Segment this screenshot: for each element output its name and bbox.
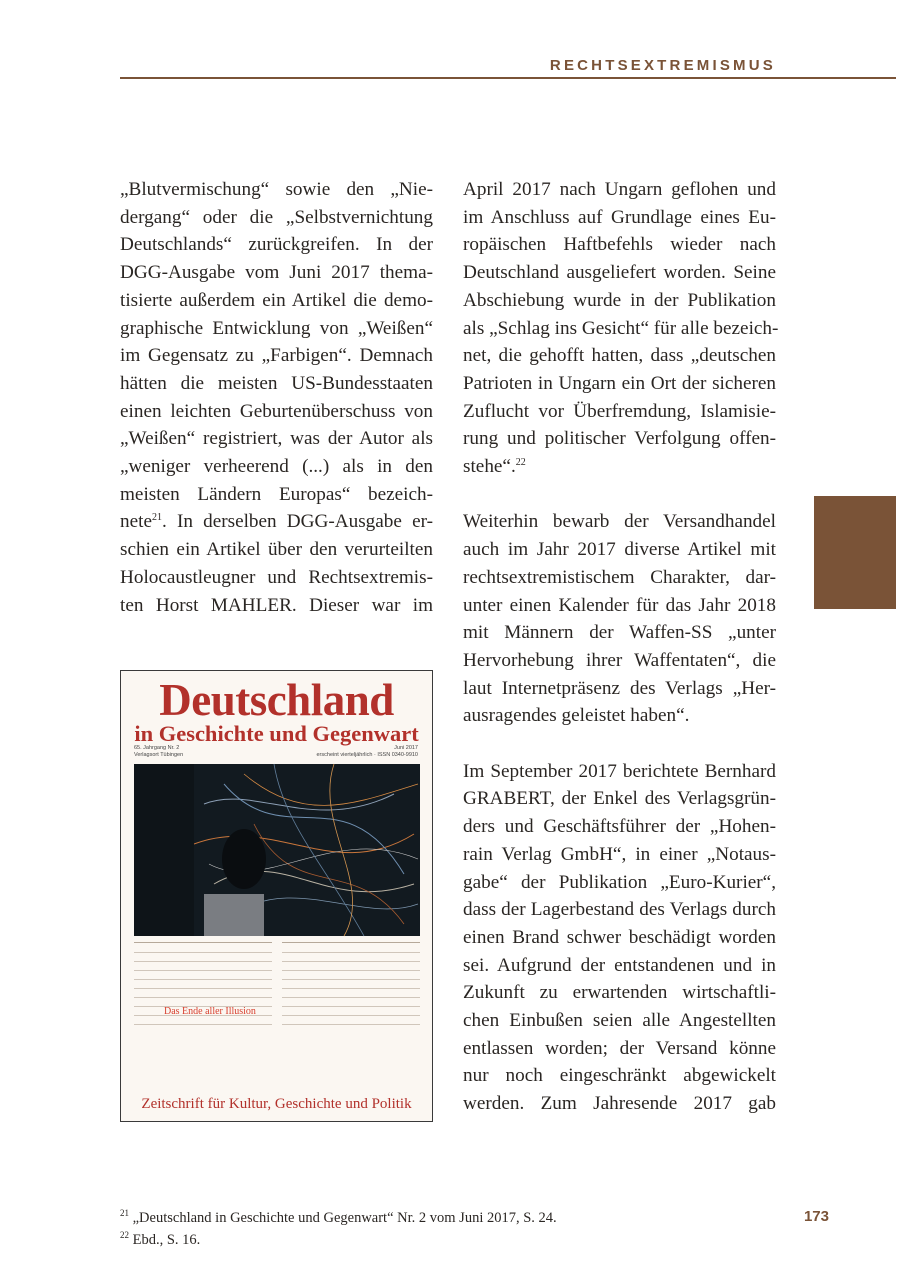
text-line: Deutschlands“ zurückgreifen. In der	[120, 234, 433, 256]
toc-line	[134, 997, 272, 1003]
footnotes	[120, 1207, 557, 1251]
right-column	[463, 176, 779, 1118]
text-line: Zukunft zu erwartenden wirtschaftli-	[463, 982, 776, 1004]
text-line: entlassen worden; der Versand könne	[463, 1037, 776, 1059]
text-line: ausragendes geleistet haben“.	[463, 705, 690, 727]
text-line: laut Internetpräsenz des Verlags „Her-	[463, 677, 776, 699]
toc-line	[282, 1024, 420, 1030]
text-line: sei. Aufgrund der entstandenen und in	[463, 954, 776, 976]
toc-line	[134, 1006, 272, 1012]
cover-meta-left	[134, 745, 183, 759]
text-line: im Gegensatz zu „Farbigen“. Demnach	[120, 345, 433, 367]
cover-meta-line: Juni 2017	[394, 745, 418, 751]
text-fragment: stehe“.	[463, 456, 516, 478]
header-rule	[120, 77, 896, 79]
text-fragment: . In derselben DGG-Ausgabe er-	[161, 511, 433, 533]
text-line: graphische Entwicklung von „Weißen“	[120, 317, 433, 339]
text-line: April 2017 nach Ungarn geflohen und	[463, 179, 776, 200]
text-line: nur noch eingeschränkt abgewickelt	[463, 1065, 776, 1087]
paragraph-gap	[463, 730, 776, 758]
cover-photo	[134, 764, 420, 1017]
cover-meta-right	[317, 745, 419, 759]
text-line: hätten die meisten US-Bundesstaaten	[120, 372, 433, 394]
text-line: dergang“ oder die „Selbstvernichtung	[120, 206, 433, 228]
toc-line	[282, 997, 420, 1003]
text-line: Weiterhin bewarb der Versandhandel	[463, 511, 776, 533]
footnote-ref-21[interactable]: 21	[151, 512, 162, 524]
text-line: Abschiebung wurde in der Publikation	[463, 289, 776, 311]
text-line: werden. Zum Jahresende 2017 gab	[463, 1093, 776, 1115]
text-line: ten Horst MAHLER. Dieser war im	[120, 594, 433, 616]
text-line: „Weißen“ registriert, was der Autor als	[120, 428, 433, 450]
toc-line	[134, 1015, 272, 1021]
text-line: auch im Jahr 2017 diverse Artikel mit	[463, 539, 776, 561]
cover-meta-line: 65. Jahrgang Nr. 2	[134, 745, 180, 751]
text-line: einen leichten Geburtenüberschuss von	[120, 400, 433, 422]
toc-line	[282, 961, 420, 967]
text-line: rain Verlag GmbH“, in einer „Notaus-	[463, 843, 776, 865]
text-line: rung und politischer Verfolgung offen-	[463, 428, 776, 450]
text-line-with-footnote	[463, 453, 776, 481]
text-line: ropäischen Haftbefehls wieder nach	[463, 234, 776, 256]
toc-line	[134, 961, 272, 967]
text-line: tisierte außerdem ein Artikel die demo-	[120, 289, 433, 311]
toc-line	[134, 942, 272, 949]
footnote-number: 22	[120, 1230, 129, 1240]
text-line: rechtsextremistischem Charakter, dar-	[463, 566, 776, 588]
text-line: DGG-Ausgabe vom Juni 2017 thema-	[120, 262, 433, 284]
toc-line	[282, 970, 420, 976]
page-number: 173	[803, 1208, 829, 1225]
text-line: „weniger verheerend (...) als in den	[120, 456, 433, 478]
text-line: Holocaustleugner und Rechtsextremis-	[120, 566, 433, 588]
cover-meta-line: Verlagsort Tübingen	[134, 752, 184, 758]
text-line: Hervorhebung ihrer Waffentaten“, die	[463, 649, 776, 671]
text-line: als „Schlag ins Gesicht“ für alle bezeich-	[463, 317, 779, 339]
toc-line	[282, 942, 420, 949]
toc-line	[282, 979, 420, 985]
toc-line	[282, 1015, 420, 1021]
text-line: einen Brand schwer beschädigt worden	[463, 926, 776, 948]
cover-title: Deutschland	[159, 675, 394, 725]
text-line: „Blutvermischung“ sowie den „Nie-	[120, 179, 433, 200]
magazine-cover-image	[120, 670, 433, 1122]
toc-line	[134, 1024, 272, 1030]
toc-line	[134, 979, 272, 985]
toc-line	[134, 970, 272, 976]
paragraph-gap	[463, 481, 776, 509]
text-line: ders und Geschäftsführer der „Hohen-	[463, 816, 776, 838]
text-line: Im September 2017 berichtete Bernhard	[463, 760, 776, 782]
text-line-with-footnote	[120, 508, 433, 536]
cover-subtitle: in Geschichte und Gegenwart	[134, 721, 419, 746]
toc-line	[282, 1006, 420, 1012]
text-line: Patrioten in Ungarn ein Ort der sicheren	[463, 372, 776, 394]
toc-column-right	[282, 941, 420, 1033]
text-line: Zuflucht vor Überfremdung, Islamisie-	[463, 400, 776, 422]
toc-line	[282, 952, 420, 958]
chapter-side-tab	[814, 496, 896, 609]
cover-footer-tagline: Zeitschrift für Kultur, Geschichte und Politik	[141, 1096, 412, 1112]
footnote-22	[120, 1229, 557, 1251]
text-line: mit Männern der Waffen-SS „unter	[463, 622, 776, 644]
text-line: im Anschluss auf Grundlage eines Eu-	[463, 206, 776, 228]
toc-line	[282, 988, 420, 994]
cover-photo-caption: Das Ende aller Illusion	[164, 1006, 256, 1017]
toc-column-left	[134, 941, 272, 1033]
text-fragment: nete	[120, 511, 152, 533]
text-line: Deutschland ausgeliefert worden. Seine	[463, 262, 776, 284]
footnote-ref-22[interactable]: 22	[515, 457, 526, 469]
text-line: net, die gehofft hatten, dass „deutschen	[463, 345, 776, 367]
cover-photo-illustration	[134, 764, 420, 936]
footnote-text: „Deutschland in Geschichte und Gegenwart“ Nr. 2 vom Juni 2017, S. 24.	[132, 1210, 557, 1226]
text-line: unter einen Kalender für das Jahr 2018	[463, 594, 776, 616]
text-line: gabe“ der Publikation „Euro-Kurier“,	[463, 871, 776, 893]
section-title: RECHTSEXTREMISMUS	[549, 57, 776, 74]
cover-meta-line: erscheint vierteljährlich · ISSN 0340-9910	[316, 752, 418, 758]
left-column	[120, 176, 433, 619]
footnote-number: 21	[120, 1208, 129, 1218]
text-line: dass der Lagerbestand des Verlags durch	[463, 899, 776, 921]
text-line: schien ein Artikel über den verurteilten	[120, 539, 433, 561]
toc-line	[134, 952, 272, 958]
text-line: GRABERT, der Enkel des Verlagsgrün-	[463, 788, 776, 810]
text-line: chen Einbußen seien alle Angestellten	[463, 1010, 776, 1032]
toc-line	[134, 988, 272, 994]
footnote-text: Ebd., S. 16.	[132, 1232, 201, 1248]
footnote-21	[120, 1207, 557, 1229]
text-line: meisten Ländern Europas“ bezeich-	[120, 483, 433, 505]
